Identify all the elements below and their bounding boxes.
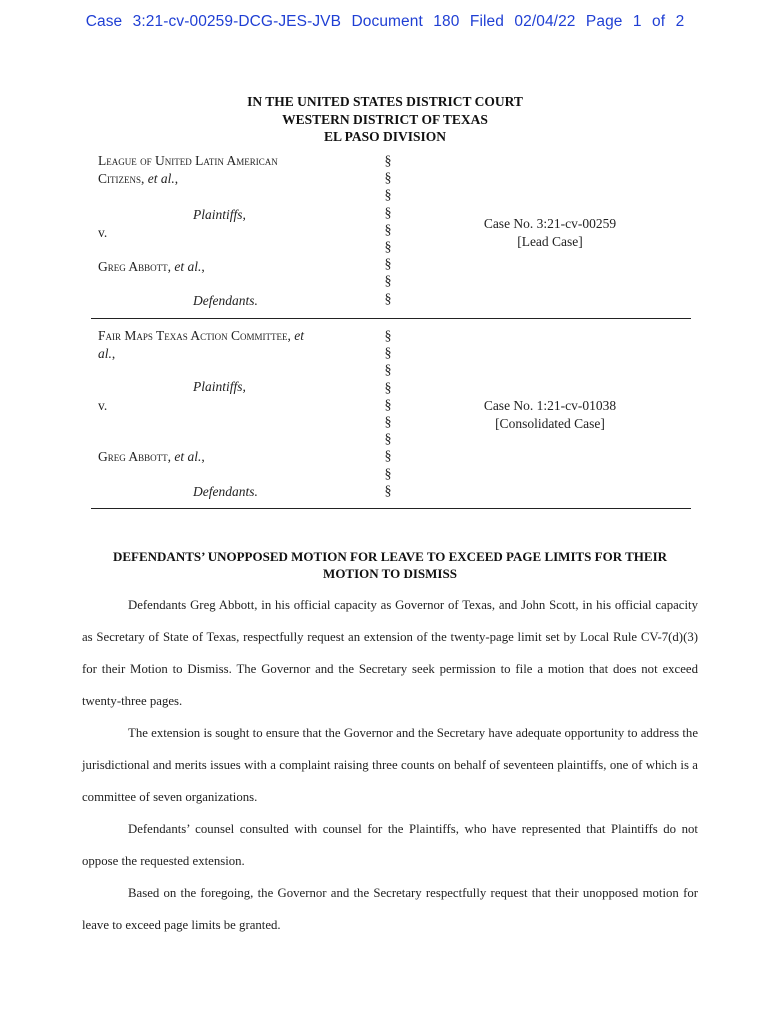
section-symbol: § xyxy=(384,239,392,255)
defendant-name: Greg Abbott, et al., xyxy=(98,259,205,274)
caption-divider xyxy=(91,318,691,319)
versus: v. xyxy=(98,225,108,240)
section-symbol: § xyxy=(384,274,392,290)
body-paragraph: Defendants’ counsel consulted with counsel for the Plaintiffs, who have represented that Plaintiffs do not oppose the requested extension. xyxy=(82,822,698,868)
case-number-block xyxy=(440,397,660,433)
case-note: [Consolidated Case] xyxy=(495,416,605,431)
body-paragraph: The extension is sought to ensure that the Governor and the Secretary have adequate opportunity to address the jurisdictional and merits issues with a complaint raising three counts on behalf of seventeen plaintiffs, one of which is a committee of seven organizations. xyxy=(82,726,698,804)
caption-bottom-rule xyxy=(91,508,691,509)
plaintiff-name-line2: al., xyxy=(98,346,116,361)
motion-title xyxy=(80,548,700,582)
defendant-et-al: et al. xyxy=(174,259,202,274)
plaintiffs-role: Plaintiffs, xyxy=(193,207,246,222)
body-paragraph: Defendants Greg Abbott, in his official capacity as Governor of Texas, and John Scott, in his official capacity as Secretary of State of Texas, respectfully request an extension of the twenty-page limit set by Local Rule CV-7(d)(3) for their Motion to Dismiss. The Governor and the Secretary seek permission to file a motion that does not exceed twenty-three pages. xyxy=(82,598,698,708)
defendants-role: Defendants. xyxy=(193,293,258,308)
plaintiff-name-line1: League of United Latin American xyxy=(98,153,278,168)
section-symbol: § xyxy=(384,483,392,499)
court-division: EL PASO DIVISION xyxy=(323,129,447,144)
plaintiff-name-line2: Citizens, et al., xyxy=(98,171,179,186)
court-district: WESTERN DISTRICT OF TEXAS xyxy=(282,111,488,127)
case-number: Case No. 1:21-cv-01038 xyxy=(483,398,617,413)
motion-body xyxy=(82,589,698,941)
section-symbol-column xyxy=(381,153,395,308)
section-symbol-column xyxy=(381,328,395,500)
plaintiff-et-al-end: al. xyxy=(98,346,112,361)
defendant-name-text: Greg Abbott, xyxy=(98,259,172,274)
motion-title-line2: MOTION TO DISMISS xyxy=(323,566,457,581)
case-number: Case No. 3:21-cv-00259 xyxy=(483,216,617,231)
motion-title-line1: DEFENDANTS’ UNOPPOSED MOTION FOR LEAVE TO EXCEED PAGE LIMITS FOR THEIR xyxy=(112,549,668,564)
section-symbol: § xyxy=(384,291,392,307)
ecf-header-stamp: Case 3:21-cv-00259-DCG-JES-JVB Document 180 Filed 02/04/22 Page 1 of 2 xyxy=(85,13,685,30)
section-symbol: § xyxy=(384,154,392,169)
plaintiff-et-al: et al. xyxy=(147,171,175,186)
court-heading xyxy=(0,93,770,146)
body-paragraph: Based on the foregoing, the Governor and the Secretary respectfully request that their unopposed motion for leave to exceed page limits be granted. xyxy=(82,886,698,932)
plaintiff-name-line1 xyxy=(98,328,304,344)
section-symbol: § xyxy=(384,449,392,465)
defendant-et-al: et al. xyxy=(174,449,202,464)
plaintiffs-role: Plaintiffs, xyxy=(193,379,246,394)
defendants-role: Defendants. xyxy=(193,484,258,499)
section-symbol: § xyxy=(384,380,392,396)
plaintiff-et-al-start: et xyxy=(294,328,305,343)
section-symbol: § xyxy=(384,188,392,204)
section-symbol: § xyxy=(384,171,392,187)
section-symbol: § xyxy=(384,397,392,413)
case-number-block xyxy=(440,215,660,251)
defendant-name-text: Greg Abbott, xyxy=(98,449,172,464)
plaintiff-name-tail: Citizens, xyxy=(98,171,145,186)
section-symbol: § xyxy=(384,346,392,362)
section-symbol: § xyxy=(384,257,392,273)
case-note: [Lead Case] xyxy=(517,234,583,249)
section-symbol: § xyxy=(384,205,392,221)
section-symbol: § xyxy=(384,222,392,238)
section-symbol: § xyxy=(384,432,392,448)
court-name: IN THE UNITED STATES DISTRICT COURT xyxy=(247,94,523,109)
section-symbol: § xyxy=(384,414,392,430)
defendant-name: Greg Abbott, et al., xyxy=(98,449,205,464)
section-symbol: § xyxy=(384,466,392,482)
section-symbol: § xyxy=(384,329,392,344)
versus: v. xyxy=(98,398,108,413)
section-symbol: § xyxy=(384,363,392,379)
plaintiff-name-text: Fair Maps Texas Action Committee, xyxy=(98,328,291,343)
